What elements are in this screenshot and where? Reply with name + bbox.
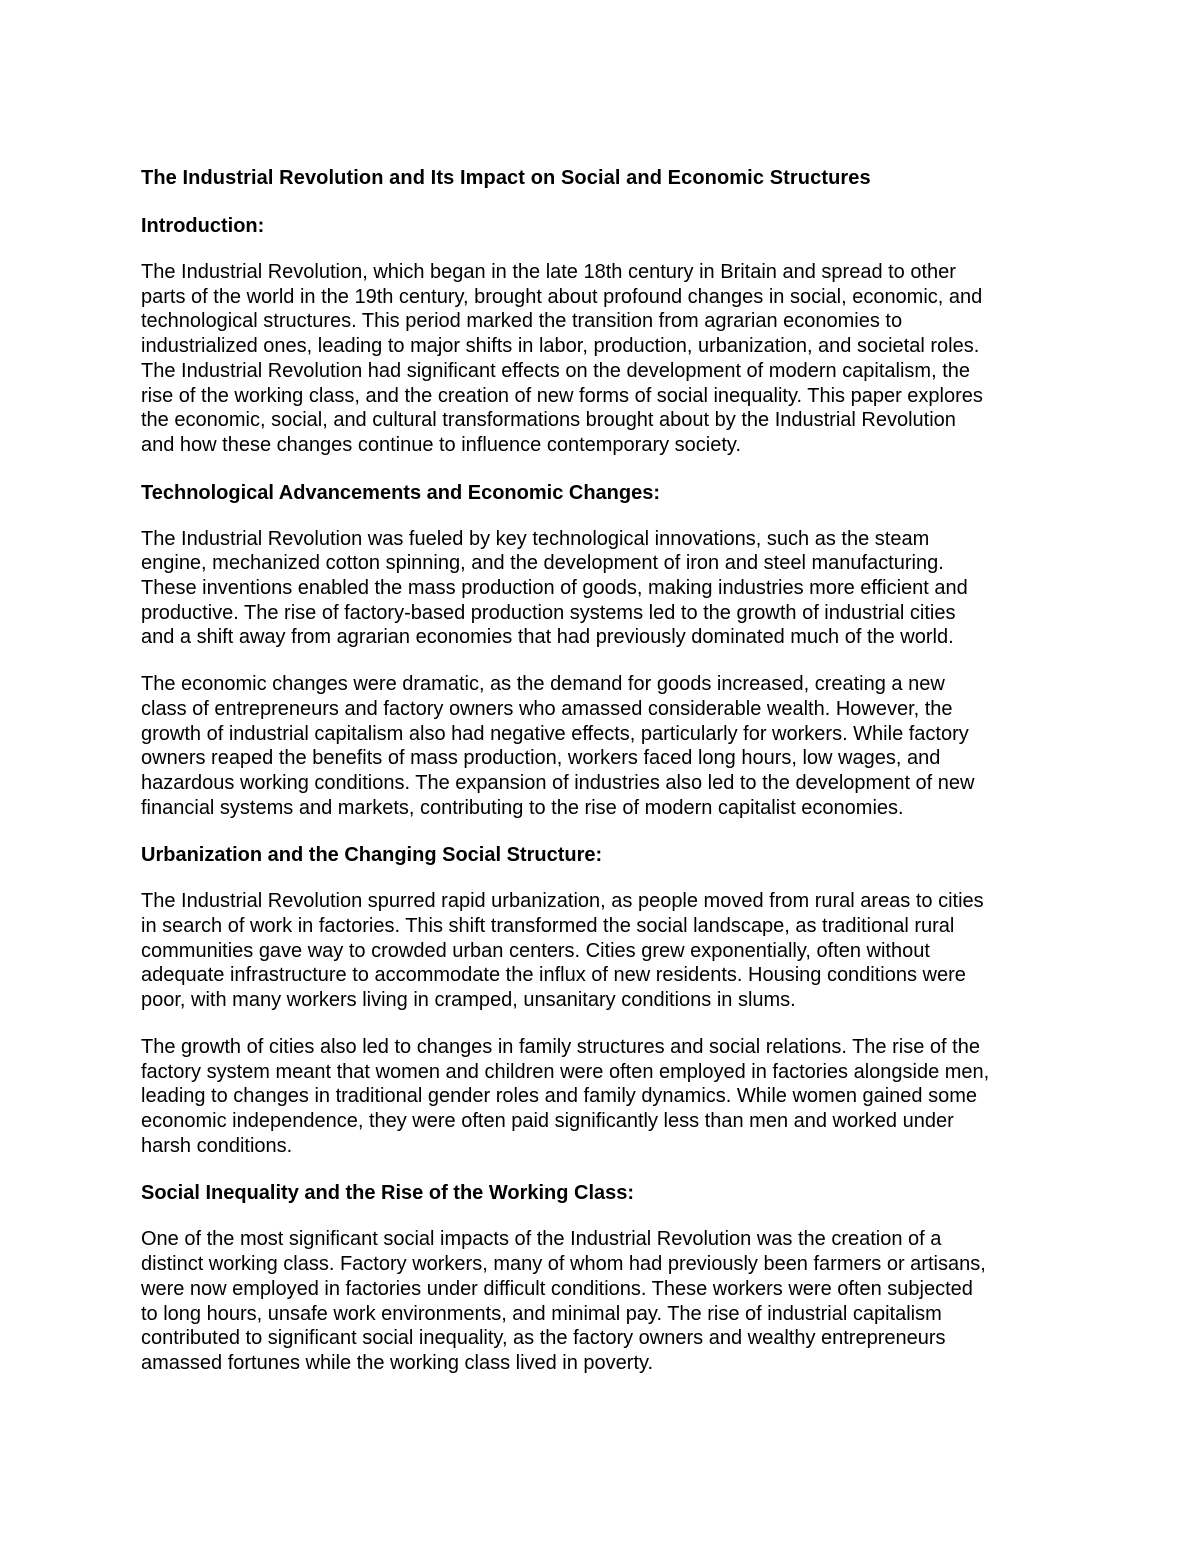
document-page <box>141 165 1081 1376</box>
section-heading-introduction: Introduction: <box>141 215 265 237</box>
paragraph-introduction: The Industrial Revolution, which began in the late 18th century in Britain and spread to other parts of the world in the 19th century, brought about profound changes in social, economic, and technological structures. This period marked the transition from agrarian economies to industrialized ones, leading to major shifts in labor, production, urbanization, and societal roles. The Industrial Revolution had significant effects on the development of modern capitalism, the rise of the working class, and the creation of new forms of social inequality. This paper explores the economic, social, and cultural transformations brought about by the Industrial Revolution and how these changes continue to influence contemporary society. <box>141 261 983 456</box>
paragraph-urbanization-1: The Industrial Revolution spurred rapid urbanization, as people moved from rural areas to cities in search of work in factories. This shift transformed the social landscape, as traditional rural communities gave way to crowded urban centers. Cities grew exponentially, often without adequate infrastructure to accommodate the influx of new residents. Housing conditions were poor, with many workers living in cramped, unsanitary conditions in slums. <box>141 890 984 1012</box>
document-title: The Industrial Revolution and Its Impact on Social and Economic Structures <box>141 167 871 189</box>
section-heading-social-inequality: Social Inequality and the Rise of the Working Class: <box>141 1182 635 1205</box>
paragraph-technological-advancements-2: The economic changes were dramatic, as the demand for goods increased, creating a new class of entrepreneurs and factory owners who amassed considerable wealth. However, the growth of industrial capitalism also had negative effects, particularly for workers. While factory owners reaped the benefits of mass production, workers faced long hours, low wages, and hazardous working conditions. The expansion of industries also led to the development of new financial systems and markets, contributing to the rise of modern capitalist economies. <box>141 673 975 819</box>
paragraph-urbanization-2: The growth of cities also led to changes in family structures and social relations. The rise of the factory system meant that women and children were often employed in factories alongside men, leading to changes in traditional gender roles and family dynamics. While women gained some economic independence, they were often paid significantly less than men and worked under harsh conditions. <box>141 1035 990 1157</box>
paragraph-social-inequality: One of the most significant social impacts of the Industrial Revolution was the creation of a distinct working class. Factory workers, many of whom had previously been farmers or artisans, were now employed in factories under difficult conditions. These workers were often subjected to long hours, unsafe work environments, and minimal pay. The rise of industrial capitalism contributed to significant social inequality, as the factory owners and wealthy entrepreneurs amassed fortunes while the working class lived in poverty. <box>141 1228 986 1374</box>
section-heading-urbanization: Urbanization and the Changing Social Structure: <box>141 844 603 867</box>
paragraph-technological-advancements-1: The Industrial Revolution was fueled by key technological innovations, such as the steam engine, mechanized cotton spinning, and the development of iron and steel manufacturing. These inventions enabled the mass production of goods, making industries more efficient and productive. The rise of factory-based production systems led to the growth of industrial cities and a shift away from agrarian economies that had previously dominated much of the world. <box>141 527 968 649</box>
section-heading-technological-advancements: Technological Advancements and Economic Changes: <box>141 481 660 504</box>
